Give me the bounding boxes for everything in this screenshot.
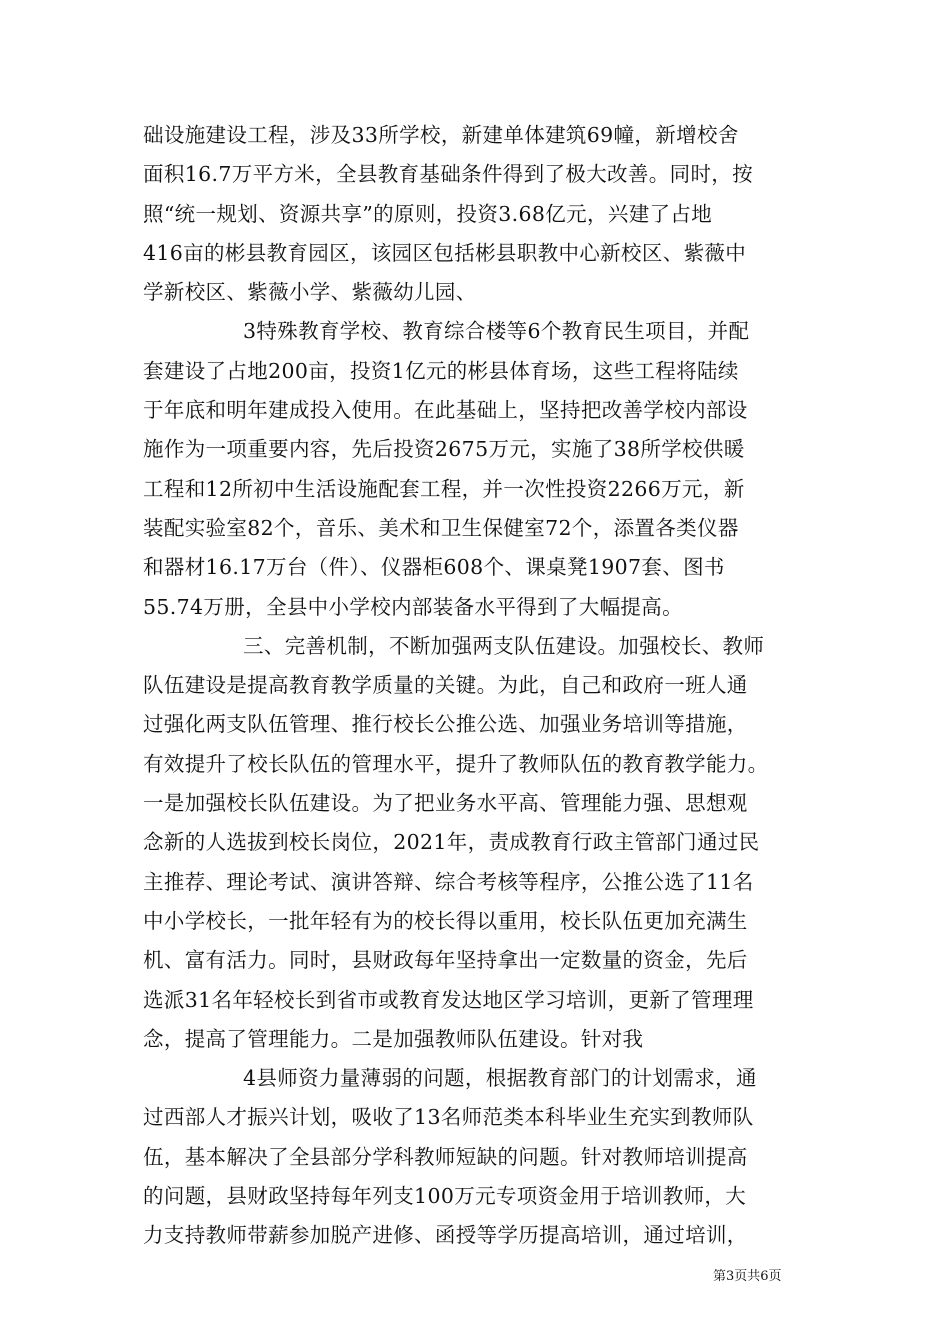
text-line: 装配实验室82个，音乐、美术和卫生保健室72个，添置各类仪器	[143, 515, 739, 540]
text-line: 过强化两支队伍管理、推行校长公推公选、加强业务培训等措施，	[143, 712, 748, 737]
text-line: 照“统一规划、资源共享”的原则，投资3.68亿元，兴建了占地	[143, 201, 713, 226]
document-body	[143, 116, 823, 1256]
text-line: 机、富有活力。同时，县财政每年坚持拿出一定数量的资金，先后	[143, 948, 748, 973]
text-line: 过西部人才振兴计划，吸收了13名师范类本科毕业生充实到教师队	[143, 1105, 754, 1130]
text-line: 55.74万册，全县中小学校内部装备水平得到了大幅提高。	[143, 594, 683, 619]
text-line: 416亩的彬县教育园区，该园区包括彬县职教中心新校区、紫薇中	[143, 240, 747, 265]
text-line: 一是加强校长队伍建设。为了把业务水平高、管理能力强、思想观	[143, 791, 748, 816]
text-line: 面积16.7万平方米，全县教育基础条件得到了极大改善。同时，按	[143, 162, 753, 187]
text-line: 套建设了占地200亩，投资1亿元的彬县体育场，这些工程将陆续	[143, 358, 739, 383]
text-line: 于年底和明年建成投入使用。在此基础上，坚持把改善学校内部设	[143, 398, 748, 423]
text-line-indented: 3特殊教育学校、教育综合楼等6个教育民生项目，并配	[243, 319, 750, 344]
text-line: 施作为一项重要内容，先后投资2675万元，实施了38所学校供暖	[143, 437, 745, 462]
text-line: 念新的人选拔到校长岗位，2021年，责成教育行政主管部门通过民	[143, 830, 760, 855]
section-heading-line: 三、完善机制，不断加强两支队伍建设。加强校长、教师	[243, 633, 765, 658]
text-line: 中小学校长，一批年轻有为的校长得以重用，校长队伍更加充满生	[143, 908, 748, 933]
text-line-indented: 4县师资力量薄弱的问题，根据教育部门的计划需求，通	[243, 1066, 757, 1091]
text-line: 有效提升了校长队伍的管理水平，提升了教师队伍的教育教学能力。	[143, 751, 769, 776]
text-line: 础设施建设工程，涉及33所学校，新建单体建筑69幢，新增校舍	[143, 123, 739, 147]
text-line: 工程和12所初中生活设施配套工程，并一次性投资2266万元，新	[143, 476, 745, 501]
text-line: 和器材16.17万台（件）、仪器柜608个、课桌凳1907套、图书	[143, 555, 725, 580]
text-line: 伍，基本解决了全县部分学科教师短缺的问题。针对教师培训提高	[143, 1144, 748, 1169]
text-line: 念，提高了管理能力。二是加强教师队伍建设。针对我	[143, 1026, 644, 1051]
page-number-footer: 第3页共6页	[713, 1269, 782, 1284]
text-line: 的问题，县财政坚持每年列支100万元专项资金用于培训教师，大	[143, 1184, 747, 1209]
text-line: 学新校区、紫薇小学、紫薇幼儿园、	[143, 280, 477, 305]
text-line: 选派31名年轻校长到省市或教育发达地区学习培训，更新了管理理	[143, 987, 754, 1012]
text-line: 力支持教师带薪参加脱产进修、函授等学历提高培训，通过培训，	[143, 1223, 748, 1248]
text-line: 主推荐、理论考试、演讲答辩、综合考核等程序，公推公选了11名	[143, 869, 754, 894]
text-line: 队伍建设是提高教育教学质量的关键。为此，自己和政府一班人通	[143, 673, 748, 698]
